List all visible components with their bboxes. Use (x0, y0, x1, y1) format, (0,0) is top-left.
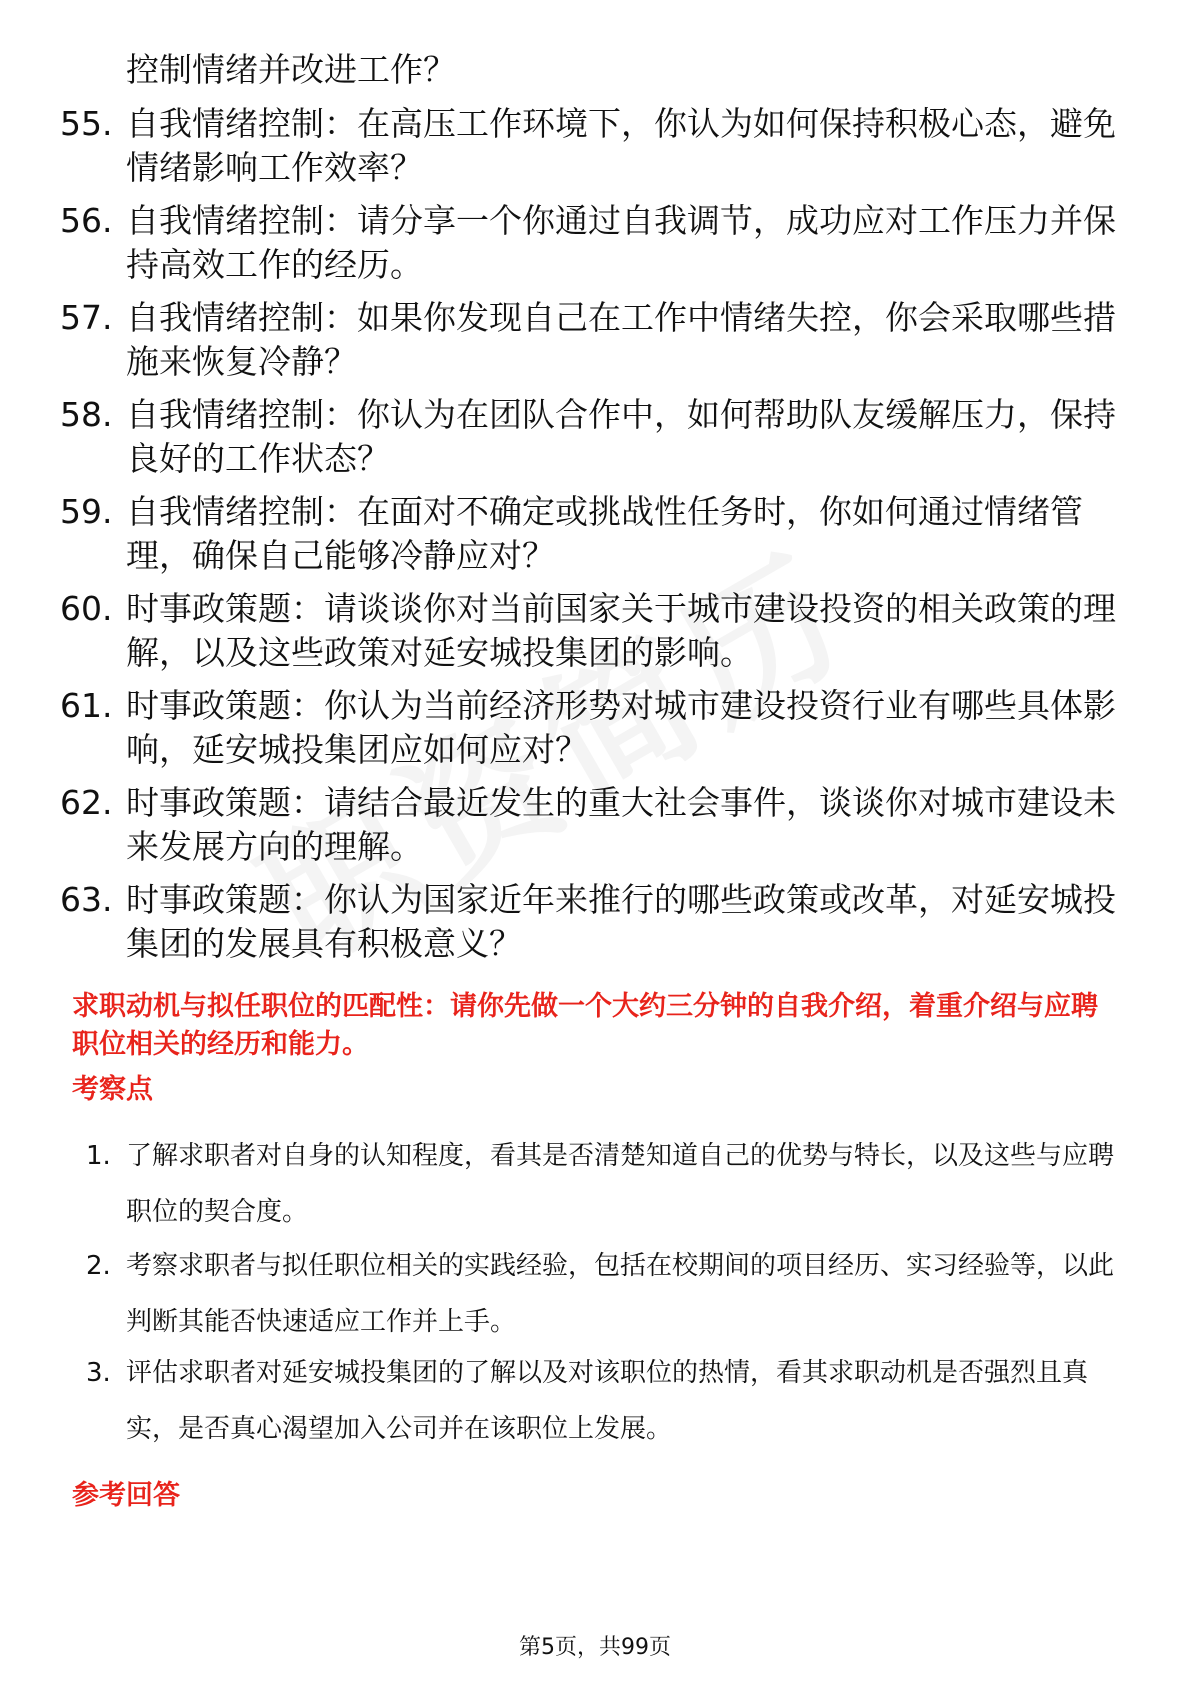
point-text: 评估求职者对延安城投集团的了解以及对该职位的热情，看其求职动机是否强烈且真实，是否真心渴望加入公司并在该职位上发展。 (126, 1358, 1089, 1444)
question-item (60, 393, 1120, 481)
question-item (60, 296, 1120, 384)
section-label-kaochadian: 考察点 (72, 1074, 153, 1105)
question-item (60, 684, 1120, 772)
assessment-point (86, 1238, 1122, 1350)
highlight-question: 求职动机与拟任职位的匹配性：请你先做一个大约三分钟的自我介绍，着重介绍与应聘职位相关的经历和能力。 (72, 991, 1098, 1060)
question-text: 时事政策题：请谈谈你对当前国家关于城市建设投资的相关政策的理解，以及这些政策对延安城投集团的影响。 (126, 589, 1116, 672)
question-text: 时事政策题：你认为当前经济形势对城市建设投资行业有哪些具体影响，延安城投集团应如何应对？ (126, 686, 1116, 769)
point-number: 2. (86, 1251, 111, 1281)
question-number: 60. (60, 589, 113, 628)
question-item (60, 102, 1120, 190)
question-text: 自我情绪控制：请分享一个你通过自我调节，成功应对工作压力并保持高效工作的经历。 (126, 201, 1116, 284)
question-number: 58. (60, 395, 113, 434)
question-item (60, 781, 1120, 869)
section-label-cankao: 参考回答 (72, 1480, 180, 1511)
point-text: 考察求职者与拟任职位相关的实践经验，包括在校期间的项目经历、实习经验等，以此判断其能否快速适应工作并上手。 (126, 1251, 1115, 1337)
continued-question-text: 控制情绪并改进工作？ (126, 50, 456, 89)
question-number: 63. (60, 880, 113, 919)
point-number: 1. (86, 1141, 111, 1171)
question-text: 自我情绪控制：在高压工作环境下，你认为如何保持积极心态，避免情绪影响工作效率？ (126, 104, 1116, 187)
assessment-point (86, 1345, 1122, 1457)
question-item (60, 878, 1120, 966)
question-number: 62. (60, 783, 113, 822)
question-number: 55. (60, 104, 113, 143)
point-text: 了解求职者对自身的认知程度，看其是否清楚知道自己的优势与特长，以及这些与应聘职位的契合度。 (126, 1141, 1115, 1227)
question-number: 59. (60, 492, 113, 531)
assessment-point (86, 1128, 1122, 1240)
page-footer: 第5页，共99页 (519, 1635, 671, 1660)
question-number: 61. (60, 686, 113, 725)
question-item (60, 490, 1120, 578)
question-text: 自我情绪控制：如果你发现自己在工作中情绪失控，你会采取哪些措施来恢复冷静？ (126, 298, 1116, 381)
point-number: 3. (86, 1358, 111, 1388)
question-number: 56. (60, 201, 113, 240)
question-text: 时事政策题：请结合最近发生的重大社会事件，谈谈你对城市建设未来发展方向的理解。 (126, 783, 1116, 866)
question-text: 自我情绪控制：你认为在团队合作中，如何帮助队友缓解压力，保持良好的工作状态？ (126, 395, 1116, 478)
question-number: 57. (60, 298, 113, 337)
question-item (60, 199, 1120, 287)
question-item (60, 587, 1120, 675)
question-text: 自我情绪控制：在面对不确定或挑战性任务时，你如何通过情绪管理，确保自己能够冷静应对？ (126, 492, 1083, 575)
question-text: 时事政策题：你认为国家近年来推行的哪些政策或改革，对延安城投集团的发展具有积极意义？ (126, 880, 1116, 963)
